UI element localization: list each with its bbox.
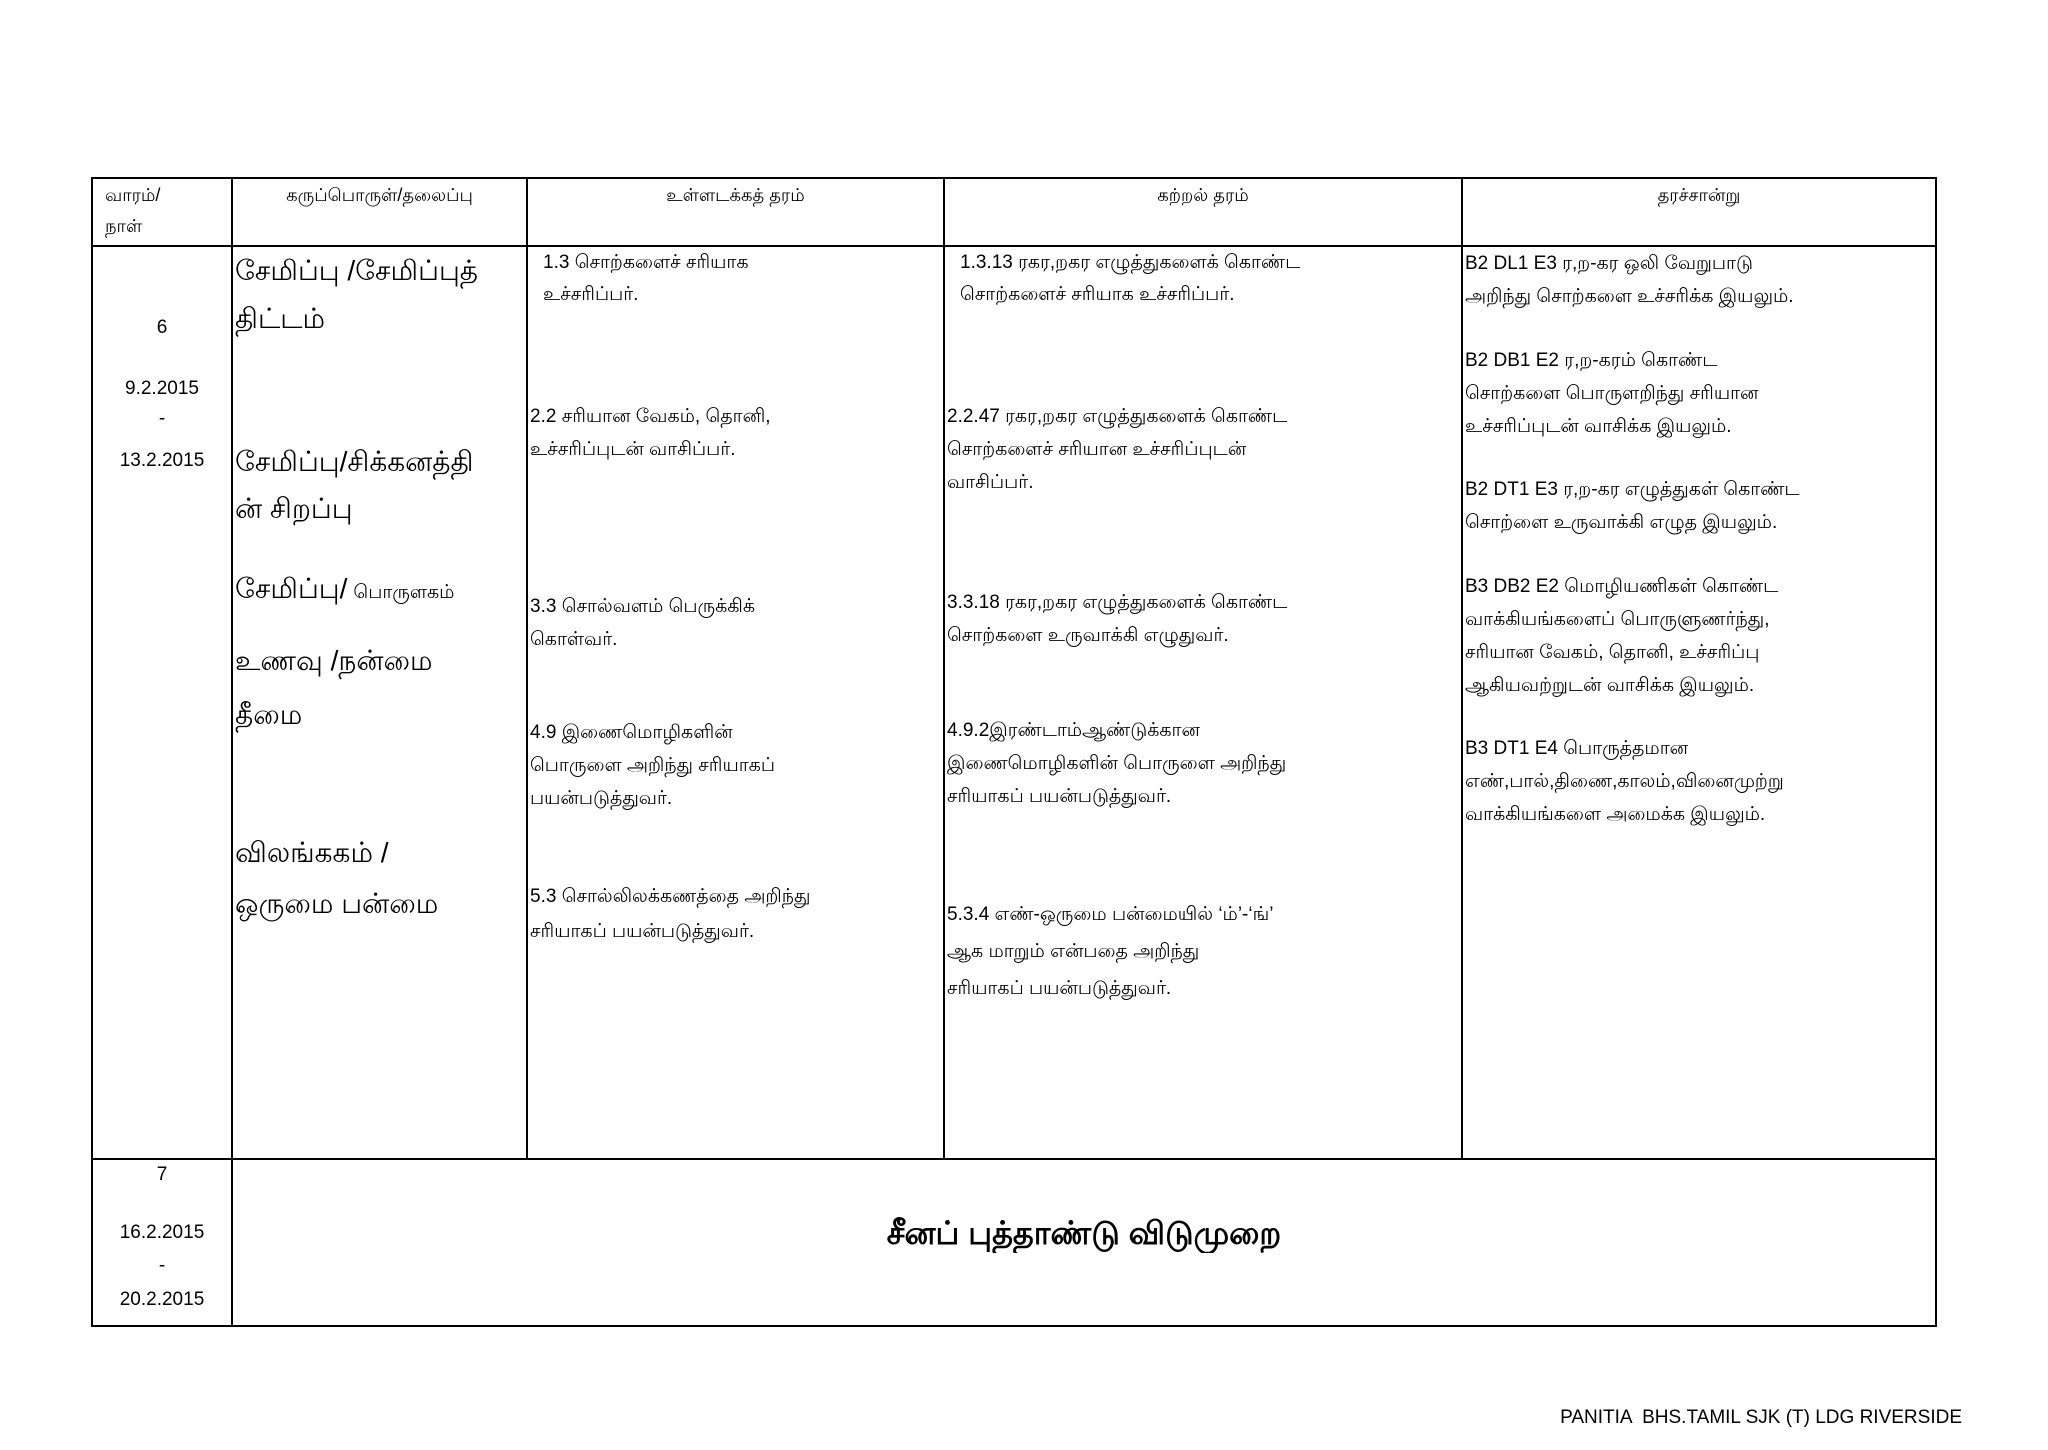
theme-line: ன் சிறப்பு xyxy=(235,493,353,524)
week-number: 7 xyxy=(156,1164,168,1185)
theme-block xyxy=(235,634,525,742)
evidence-line: உச்சரிப்புடன் வாசிக்க இயலும். xyxy=(1465,416,1732,437)
learning-standard-block xyxy=(960,247,1460,311)
learning-standard-block xyxy=(947,400,1459,499)
theme-line xyxy=(235,565,525,617)
learning-standard-line: சொற்களைச் சரியாக உச்சரிப்பர். xyxy=(960,284,1235,305)
learning-standard-line: 1.3.13 ரகர,றகர எழுத்துகளைக் கொண்ட xyxy=(960,252,1301,273)
evidence-line: சொற்களை பொருளறிந்து சரியான xyxy=(1465,383,1759,404)
evidence-block xyxy=(1465,570,1931,702)
evidence-line: வாக்கியங்களைப் பொருளுணர்ந்து, xyxy=(1465,609,1770,630)
evidence-line: B2 DL1 E3 ர,ற-கர ஒலி வேறுபாடு xyxy=(1465,253,1753,274)
content-standard-line: 3.3 சொல்வளம் பெருக்கிக் xyxy=(530,596,756,617)
learning-standard-line: சரியாகப் பயன்படுத்துவர். xyxy=(947,978,1172,999)
evidence-block xyxy=(1465,247,1931,313)
week-6-theme-cell xyxy=(233,247,528,1160)
content-standard-line: 4.9 இணைமொழிகளின் xyxy=(530,722,733,743)
page-footer: PANITIA BHS.TAMIL SJK (T) LDG RIVERSIDE xyxy=(1560,1407,1962,1428)
evidence-block xyxy=(1465,344,1931,443)
evidence-block xyxy=(1465,732,1931,831)
content-standard-line: பொருளை அறிந்து சரியாகப் xyxy=(530,755,775,776)
evidence-line: எண்,பால்,திணை,காலம்,வினைமுற்று xyxy=(1465,771,1784,792)
date-to: 13.2.2015 xyxy=(119,450,205,471)
content-standard-line: உச்சரிப்பர். xyxy=(543,284,639,305)
header-week-day-line: நாள் xyxy=(105,216,143,236)
week-number: 6 xyxy=(156,317,168,338)
content-standard-line: சரியாகப் பயன்படுத்துவர். xyxy=(530,921,755,942)
learning-standard-block xyxy=(947,714,1459,813)
learning-standard-line: வாசிப்பர். xyxy=(947,472,1034,493)
content-standard-block xyxy=(530,400,940,466)
date-to: 20.2.2015 xyxy=(119,1289,205,1310)
evidence-line: ஆகியவற்றுடன் வாசிக்க இயலும். xyxy=(1465,675,1755,696)
header-week-day-line: வாரம்/ xyxy=(105,185,161,205)
theme-block xyxy=(235,565,525,617)
date-separator: - xyxy=(158,1255,166,1276)
theme-block xyxy=(235,827,525,929)
theme-line: சேமிப்பு /சேமிப்புத் xyxy=(235,255,479,286)
content-standard-block xyxy=(530,590,940,656)
learning-standard-line: சொற்களைச் சரியான உச்சரிப்புடன் xyxy=(947,439,1247,460)
date-from: 9.2.2015 xyxy=(125,378,199,399)
content-standard-block xyxy=(530,879,940,949)
theme-main: சேமிப்பு/ xyxy=(235,573,348,604)
theme-line: சேமிப்பு/சிக்கனத்தி xyxy=(235,446,474,477)
evidence-line: அறிந்து சொற்களை உச்சரிக்க இயலும். xyxy=(1465,286,1794,307)
content-standard-line: 1.3 சொற்களைச் சரியாக xyxy=(543,252,749,273)
learning-standard-line: 2.2.47 ரகர,றகர எழுத்துகளைக் கொண்ட xyxy=(947,406,1288,427)
evidence-line: B3 DB2 E2 மொழியணிகள் கொண்ட xyxy=(1465,576,1779,597)
week-7-holiday-cell xyxy=(233,1160,1935,1325)
learning-standard-line: ஆக மாறும் என்பதை அறிந்து xyxy=(947,941,1200,962)
week-6-evidence-cell xyxy=(1463,247,1935,1160)
evidence-block xyxy=(1465,473,1931,539)
content-standard-line: 5.3 சொல்லிலக்கணத்தை அறிந்து xyxy=(530,886,811,907)
evidence-line: B2 DT1 E3 ர,ற-கர எழுத்துகள் கொண்ட xyxy=(1465,479,1800,500)
learning-standard-line: இணைமொழிகளின் பொருளை அறிந்து xyxy=(947,753,1287,774)
header-week-day xyxy=(105,180,160,242)
theme-line: தீமை xyxy=(235,699,303,730)
content-standard-block xyxy=(543,247,941,311)
theme-sub: பொருளகம் xyxy=(353,582,455,603)
content-standard-line: பயன்படுத்துவர். xyxy=(530,788,673,809)
header-theme: கருப்பொருள்/தலைப்பு xyxy=(286,185,473,205)
content-standard-line: உச்சரிப்புடன் வாசிப்பர். xyxy=(530,439,736,460)
week-6-date-cell xyxy=(93,247,233,1160)
lesson-plan-table xyxy=(91,177,1937,1327)
content-standard-line: கொள்வர். xyxy=(530,629,618,650)
learning-standard-line: 4.9.2இரண்டாம்ஆண்டுக்கான xyxy=(947,720,1200,741)
date-separator: - xyxy=(158,408,166,429)
date-from: 16.2.2015 xyxy=(119,1222,205,1243)
header-cell-content-standard xyxy=(528,179,945,247)
content-standard-line: 2.2 சரியான வேகம், தொனி, xyxy=(530,406,771,427)
learning-standard-block xyxy=(947,896,1459,1007)
holiday-label: சீனப் புத்தாண்டு விடுமுறை xyxy=(886,1215,1282,1251)
week-6-content-standard-cell xyxy=(528,247,945,1160)
theme-line: திட்டம் xyxy=(235,303,326,334)
theme-line: விலங்ககம் / xyxy=(235,837,389,868)
evidence-line: B2 DB1 E2 ர,ற-கரம் கொண்ட xyxy=(1465,350,1718,371)
content-standard-block xyxy=(530,716,940,815)
header-cell-week-day xyxy=(93,179,233,247)
theme-line: உணவு /நன்மை xyxy=(235,645,433,676)
learning-standard-line: சரியாகப் பயன்படுத்துவர். xyxy=(947,786,1172,807)
theme-line: ஒருமை பன்மை xyxy=(235,888,439,919)
header-evidence: தரச்சான்று xyxy=(1657,185,1741,205)
evidence-line: B3 DT1 E4 பொருத்தமான xyxy=(1465,738,1689,759)
header-cell-learning-standard xyxy=(945,179,1463,247)
header-cell-theme xyxy=(233,179,528,247)
header-cell-evidence xyxy=(1463,179,1935,247)
learning-standard-line: சொற்களை உருவாக்கி எழுதுவர். xyxy=(947,625,1229,646)
header-learning-standard: கற்றல் தரம் xyxy=(1157,185,1249,205)
learning-standard-block xyxy=(947,586,1459,652)
learning-standard-line: 5.3.4 எண்-ஒருமை பன்மையில் ‘ம்’-‘ங்’ xyxy=(947,904,1274,925)
evidence-line: சரியான வேகம், தொனி, உச்சரிப்பு xyxy=(1465,642,1760,663)
theme-block xyxy=(235,438,525,532)
header-content-standard: உள்ளடக்கத் தரம் xyxy=(666,185,805,205)
week-6-learning-standard-cell xyxy=(945,247,1463,1160)
week-7-date-cell xyxy=(93,1160,233,1325)
evidence-line: சொற்ளை உருவாக்கி எழுத இயலும். xyxy=(1465,512,1778,533)
evidence-line: வாக்கியங்களை அமைக்க இயலும். xyxy=(1465,804,1766,825)
theme-block xyxy=(235,247,525,343)
learning-standard-line: 3.3.18 ரகர,றகர எழுத்துகளைக் கொண்ட xyxy=(947,592,1288,613)
